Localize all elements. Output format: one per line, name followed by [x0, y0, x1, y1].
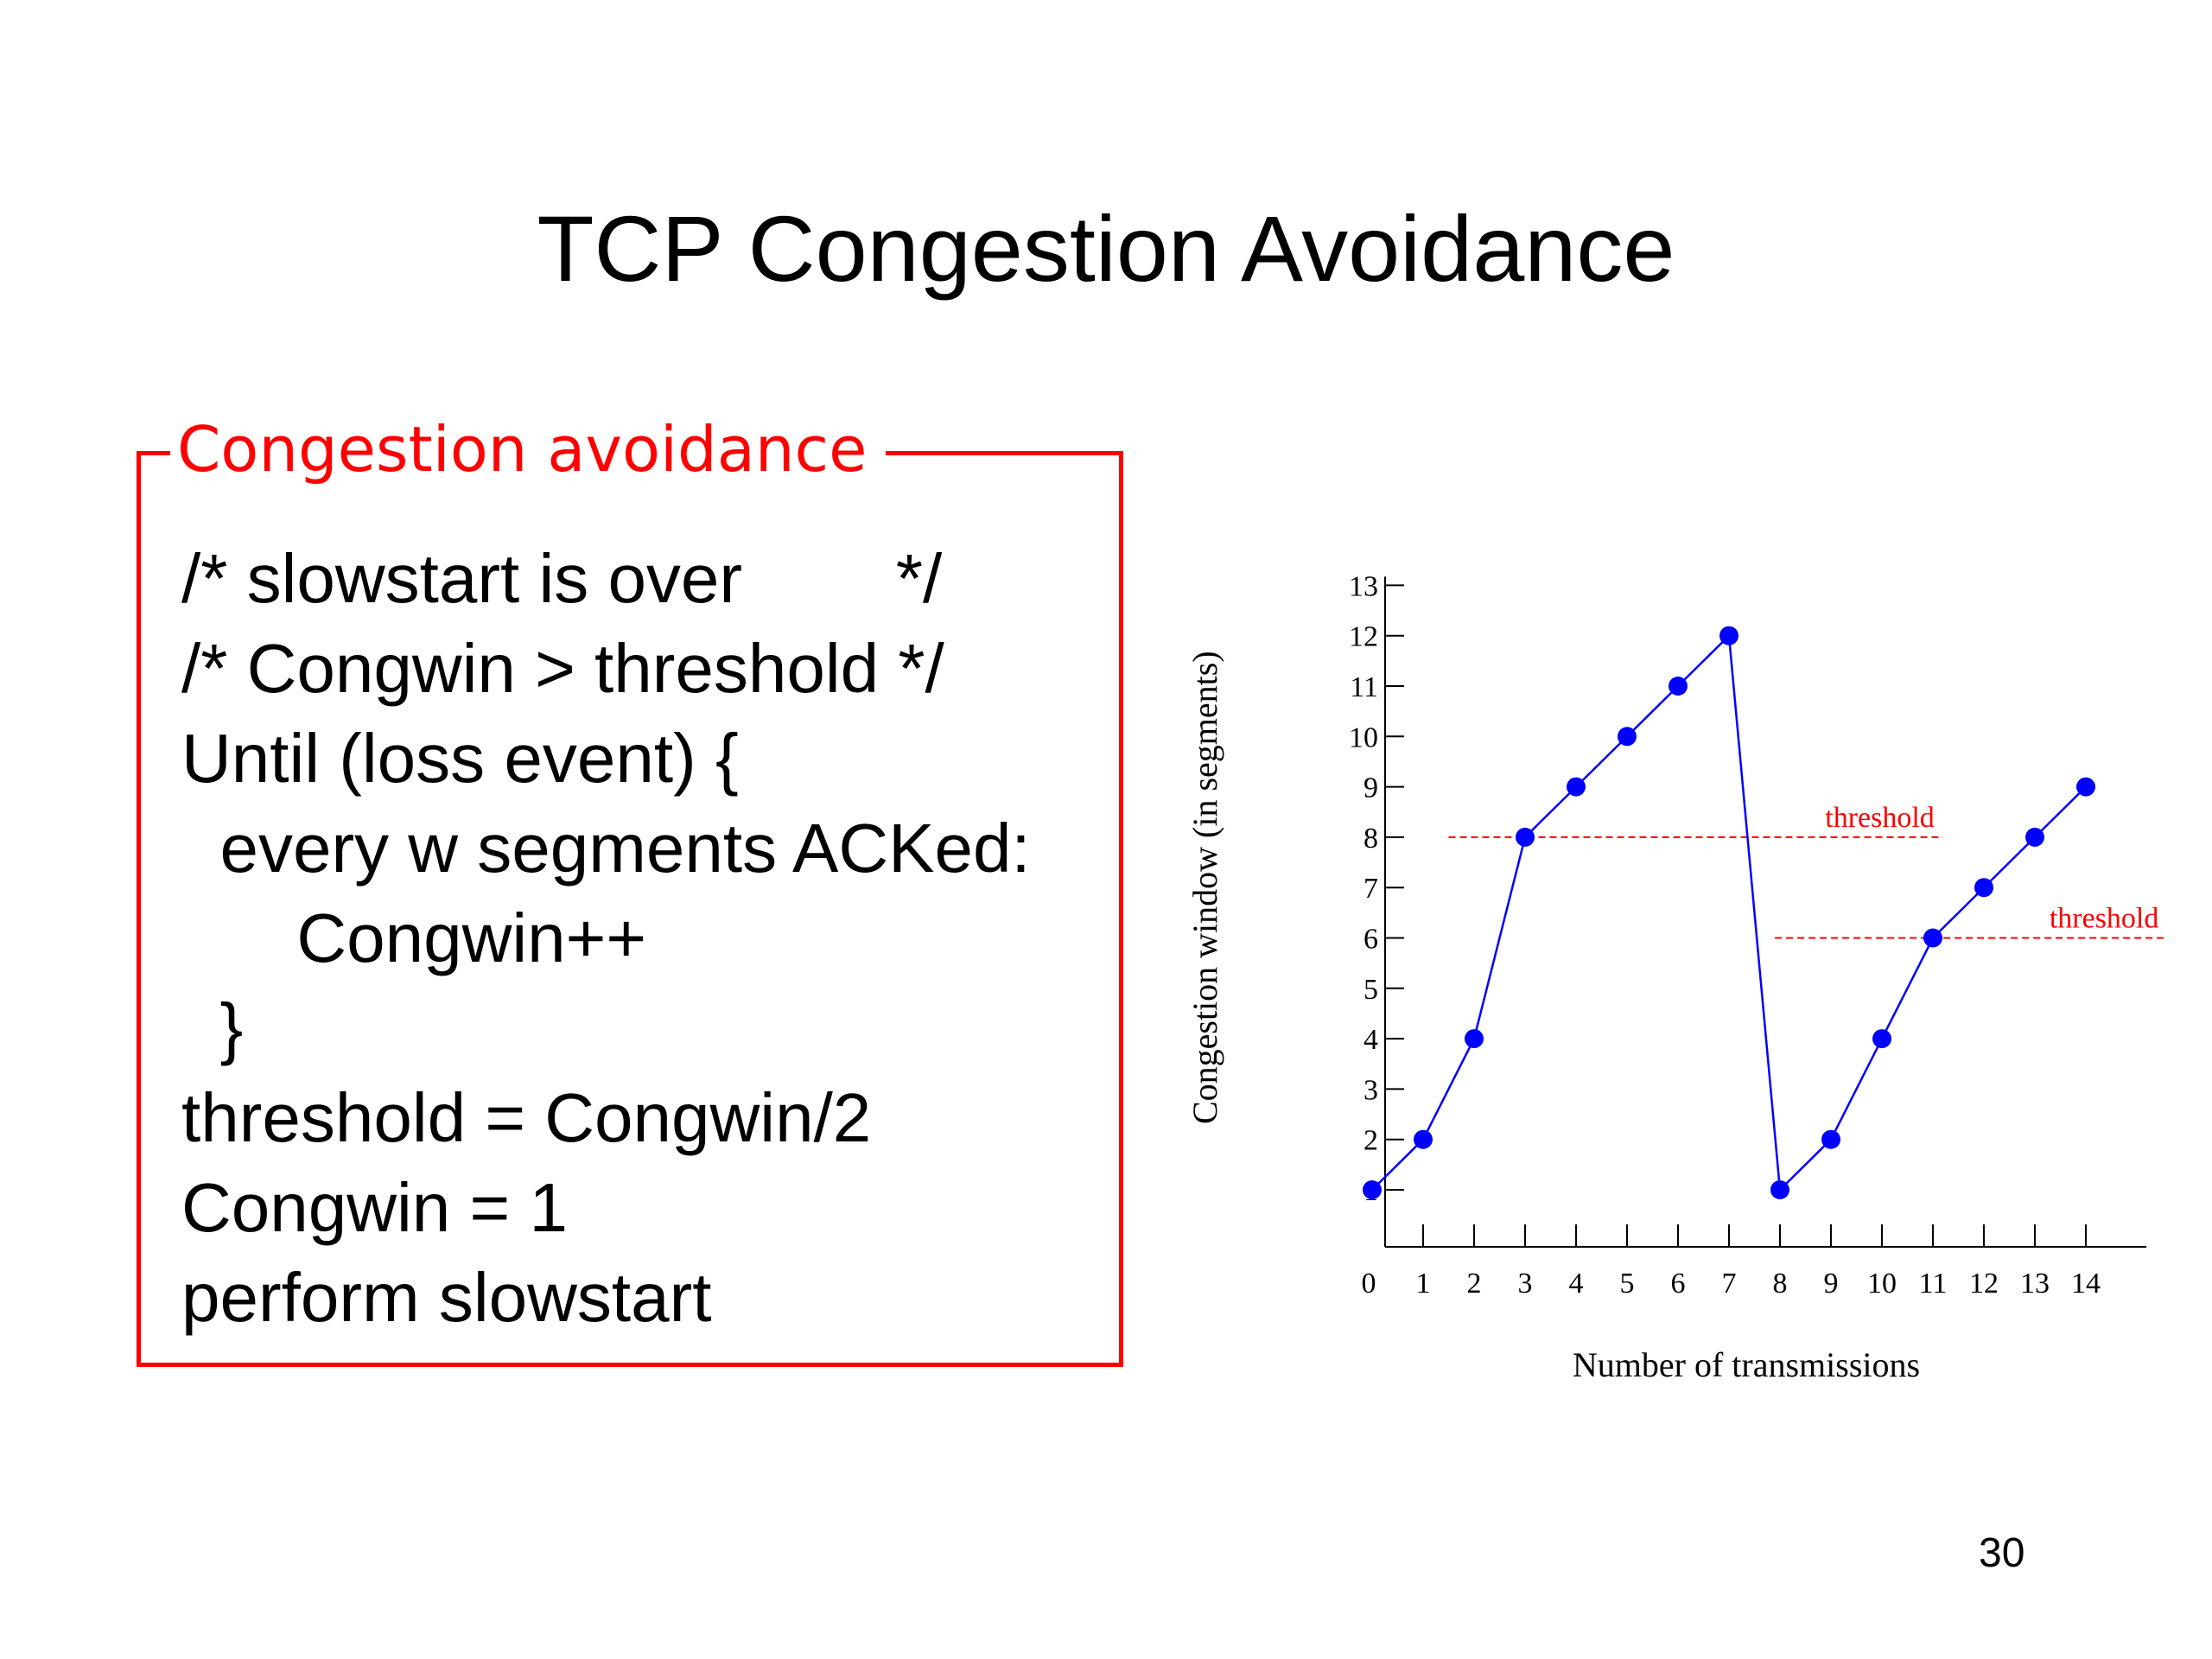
y-tick-label: 13 — [1349, 570, 1378, 603]
code-line: } — [181, 989, 244, 1066]
y-tick-label: 2 — [1363, 1124, 1378, 1157]
y-axis-title: Congestion window (in segments) — [1185, 651, 1224, 1125]
data-point — [1770, 1180, 1789, 1199]
x-tick-label: 12 — [1969, 1268, 1999, 1300]
y-tick-label: 4 — [1363, 1024, 1378, 1057]
x-tick-label: 10 — [1867, 1268, 1897, 1300]
x-tick-label: 9 — [1823, 1268, 1839, 1300]
code-line: perform slowstart — [181, 1259, 712, 1336]
y-tick-label: 9 — [1363, 772, 1378, 804]
data-point — [1516, 828, 1535, 847]
x-axis-title: Number of transmissions — [1572, 1345, 1921, 1384]
data-point — [1669, 677, 1688, 696]
code-line: Congwin++ — [181, 899, 647, 976]
chart-axes — [1349, 570, 2146, 1300]
x-tick-label: 4 — [1568, 1268, 1584, 1300]
x-tick-label: 1 — [1415, 1268, 1431, 1300]
data-point — [1821, 1130, 1840, 1149]
data-point — [1414, 1130, 1433, 1149]
x-tick-label: 13 — [2020, 1268, 2050, 1300]
series — [1363, 626, 2095, 1199]
y-tick-label: 6 — [1363, 923, 1378, 956]
y-tick-label: 3 — [1363, 1074, 1378, 1107]
y-tick-label: 12 — [1349, 620, 1378, 653]
y-tick-label: 5 — [1363, 973, 1378, 1006]
slide-title: TCP Congestion Avoidance — [537, 196, 1675, 301]
code-line: /* Congwin > threshold */ — [181, 630, 944, 707]
threshold-label: threshold — [1825, 801, 1935, 834]
code-line: threshold = Congwin/2 — [181, 1079, 872, 1156]
x-tick-label: 8 — [1772, 1268, 1788, 1300]
congestion-window-chart — [1175, 553, 2177, 1400]
x-tick-label: 3 — [1517, 1268, 1533, 1300]
y-tick-label: 7 — [1363, 873, 1378, 906]
code-line: every w segments ACKed: — [181, 810, 1031, 887]
code-line: /* slowstart is over */ — [181, 540, 943, 617]
data-point — [1363, 1180, 1382, 1199]
y-tick-label: 8 — [1363, 822, 1378, 855]
x-tick-label: 11 — [1918, 1268, 1948, 1300]
data-point — [1923, 929, 1942, 948]
y-tick-label: 10 — [1349, 721, 1378, 754]
algorithm-box-heading: Congestion avoidance — [170, 406, 886, 493]
x-tick-label: 0 — [1361, 1268, 1376, 1300]
x-tick-label: 5 — [1619, 1268, 1635, 1300]
x-tick-label: 6 — [1670, 1268, 1686, 1300]
code-line: Congwin = 1 — [181, 1169, 568, 1246]
x-tick-label: 7 — [1721, 1268, 1737, 1300]
data-point — [1974, 878, 1993, 897]
data-point — [1567, 778, 1586, 797]
data-point — [2076, 778, 2095, 797]
page-number: 30 — [1979, 1530, 2025, 1576]
threshold-label: threshold — [2049, 902, 2159, 935]
code-line: Until (loss event) { — [181, 720, 739, 797]
y-tick-label: 11 — [1350, 671, 1378, 703]
series-line — [1372, 636, 2086, 1190]
x-tick-label: 2 — [1466, 1268, 1482, 1300]
x-tick-label: 14 — [2071, 1268, 2101, 1300]
data-point — [1872, 1029, 1891, 1048]
data-point — [1618, 727, 1637, 746]
data-point — [1719, 626, 1738, 645]
data-point — [2025, 828, 2044, 847]
threshold-lines — [1449, 802, 2168, 938]
data-point — [1465, 1029, 1484, 1048]
